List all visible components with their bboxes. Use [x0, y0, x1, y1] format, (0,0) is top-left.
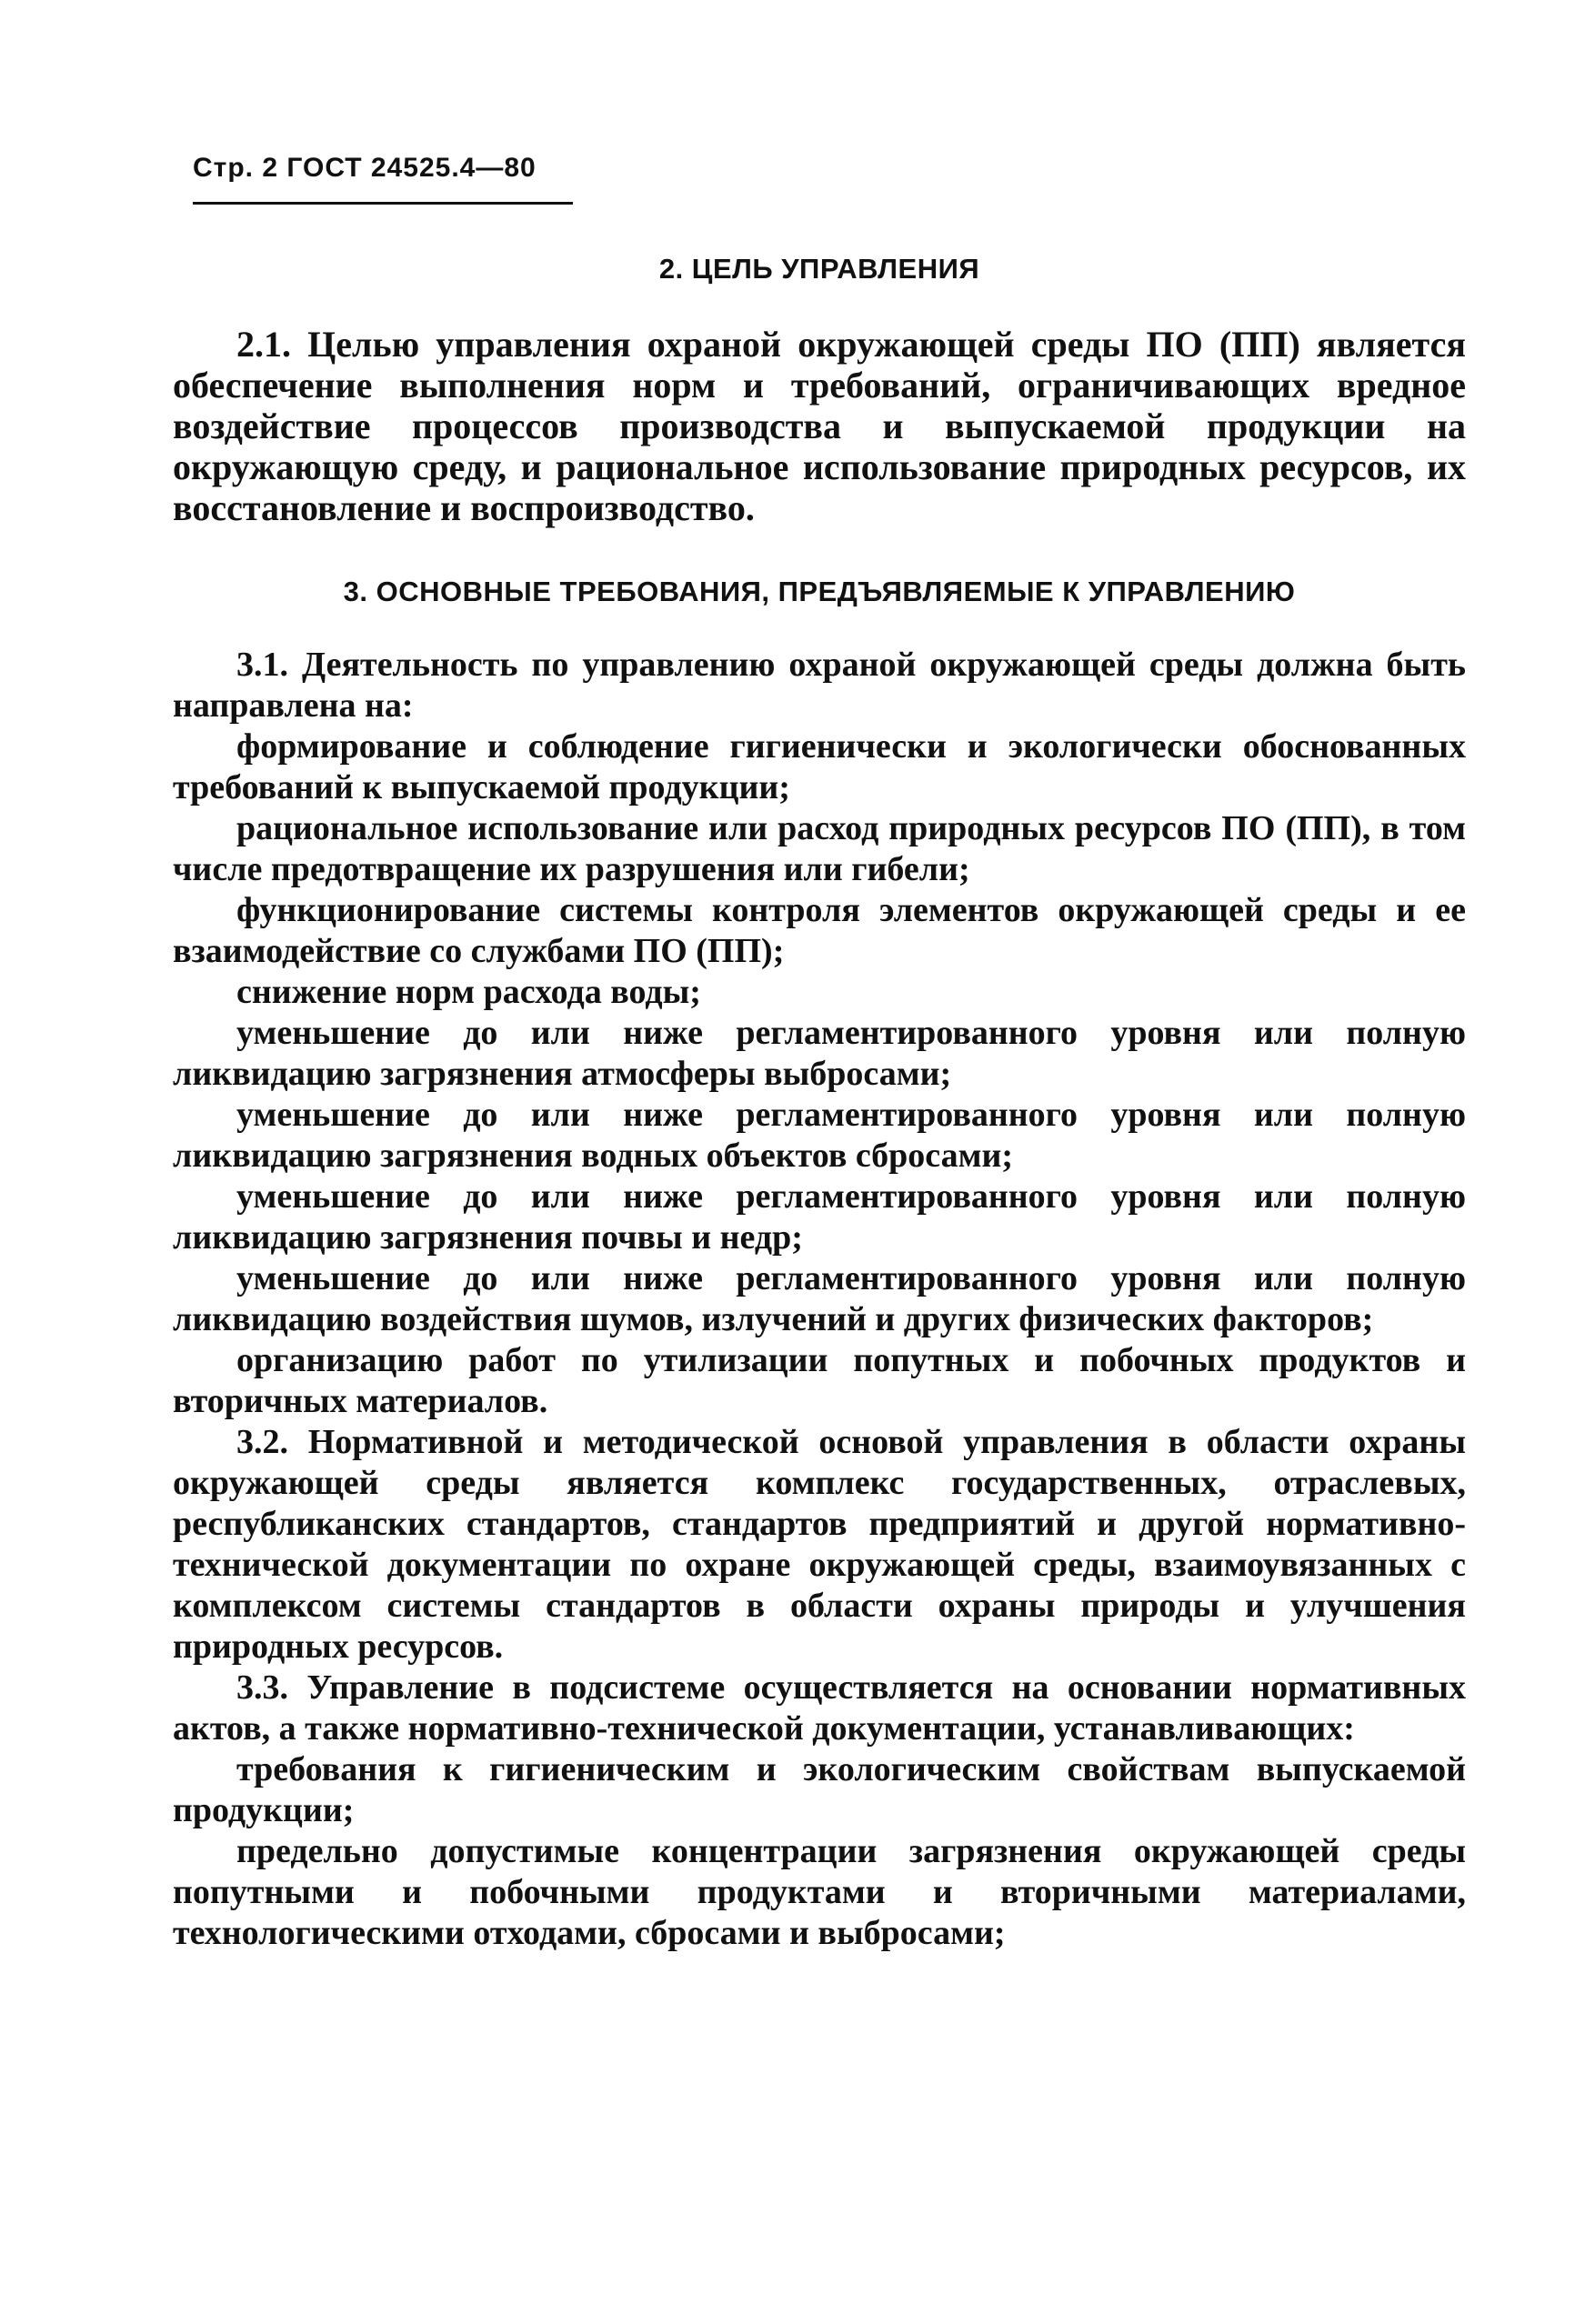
header-rule: [193, 202, 573, 205]
list-item: предельно допустимые концентрации загрязнения окружающей среды попутными и побочными продуктами и вторичными материалами, технологическими отходами, сбросами и выбросами;: [173, 1832, 1466, 1952]
list-item: организацию работ по утилизации попутных и побочных продуктов и вторичных материалов.: [173, 1341, 1466, 1420]
section-heading-3: 3. ОСНОВНЫЕ ТРЕБОВАНИЯ, ПРЕДЪЯВЛЯЕМЫЕ К УПРАВЛЕНИЮ: [343, 576, 1296, 607]
section-heading-2: 2. ЦЕЛЬ УПРАВЛЕНИЯ: [658, 253, 980, 285]
list-item: функционирование системы контроля элементов окружающей среды и ее взаимодействие со службами ПО (ПП);: [173, 891, 1466, 970]
list-item: требования к гигиеническим и экологическим свойствам выпускаемой продукции;: [173, 1750, 1466, 1829]
list-item: формирование и соблюдение гигиенически и экологически обоснованных требований к выпускаемой продукции;: [173, 727, 1466, 806]
list-item: уменьшение до или ниже регламентированного уровня или полную ликвидацию воздействия шумов, излучений и других физических факторов;: [173, 1259, 1466, 1338]
paragraph-3-2: 3.2. Нормативной и методической основой управления в области охраны окружающей среды является комплекс государственных, отраслевых, республиканских стандартов, стандартов предприятий и другой нормативно-технической документации по охране окружающей среды, взаимоувязанных с комплексом системы стандартов в области охраны природы и улучшения природных ресурсов.: [173, 1423, 1466, 1666]
list-item: уменьшение до или ниже регламентированного уровня или полную ликвидацию загрязнения водных объектов сбросами;: [173, 1096, 1466, 1175]
list-item: уменьшение до или ниже регламентированного уровня или полную ликвидацию загрязнения атмосферы выбросами;: [173, 1014, 1466, 1093]
paragraph-3-1: 3.1. Деятельность по управлению охраной окружающей среды должна быть направлена на:: [173, 646, 1466, 725]
paragraph-3-3: 3.3. Управление в подсистеме осуществляется на основании нормативных актов, а также нормативно-технической документации, устанавливающих:: [173, 1668, 1466, 1748]
paragraph-2-1: 2.1. Целью управления охраной окружающей среды ПО (ПП) является обеспечение выполнения норм и требований, ограничивающих вредное воздействие процессов производства и выпускаемой продукции на окружающую среду, и рациональное использование природных ресурсов, их восстановление и воспроизводство.: [173, 324, 1466, 528]
running-head: Стр. 2 ГОСТ 24525.4—80: [193, 153, 537, 183]
list-item: снижение норм расхода воды;: [236, 973, 701, 1011]
body-text: [173, 253, 1466, 1954]
list-item: рациональное использование или расход природных ресурсов ПО (ПП), в том числе предотвращение их разрушения или гибели;: [173, 809, 1466, 888]
list-item: уменьшение до или ниже регламентированного уровня или полную ликвидацию загрязнения почвы и недр;: [173, 1177, 1466, 1257]
